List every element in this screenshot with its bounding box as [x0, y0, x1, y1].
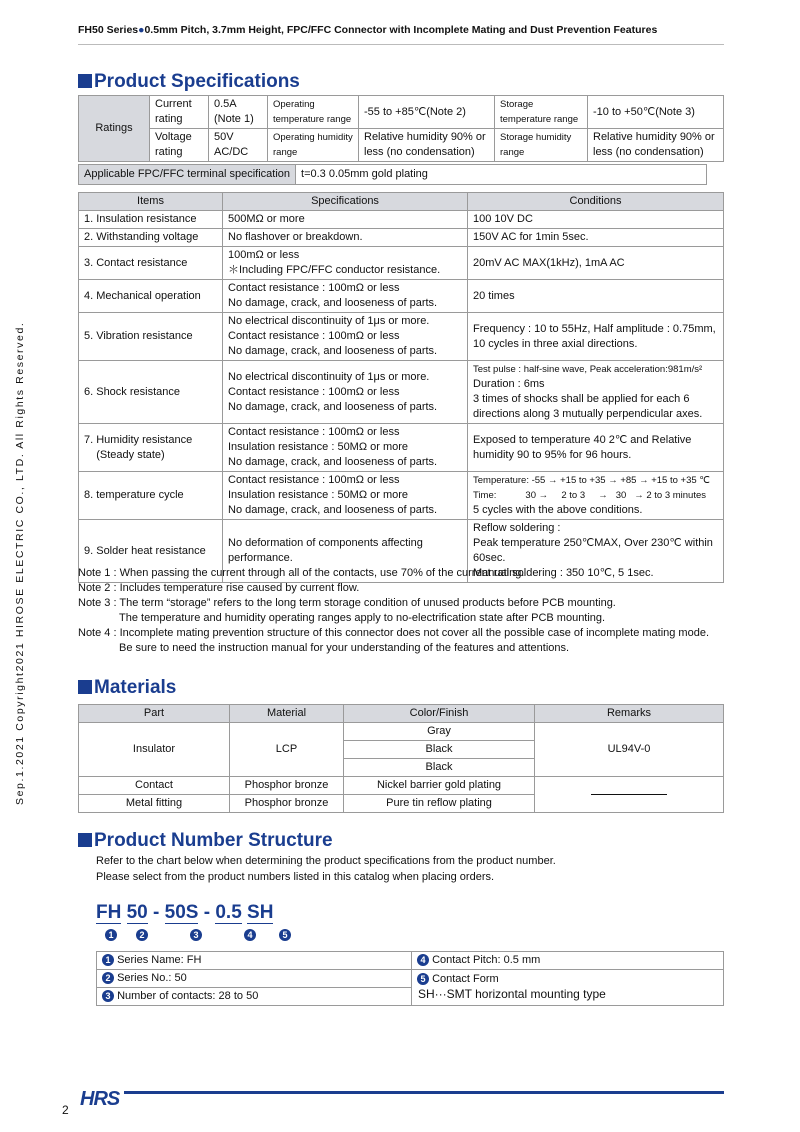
series-name: FH50 Series [78, 24, 139, 36]
number-5-icon: 5 [279, 929, 291, 941]
note-3-cont: The temperature and humidity operating ranges apply to no-electrification state after PCB mounting. [119, 612, 606, 624]
cell-line: No damage, crack, and looseness of parts. [228, 400, 438, 413]
cell-line: No damage, crack, and looseness of parts. [228, 297, 438, 309]
cell-line: No damage, crack, and looseness of parts. [228, 345, 438, 357]
pn-part-3: 50S [164, 902, 199, 923]
legend-4 [412, 952, 724, 970]
materials-table [78, 704, 724, 813]
legend-1-text: Series Name: FH [117, 954, 202, 966]
spec-condition [468, 280, 724, 313]
spec-row [79, 229, 724, 247]
current-label: Current rating [150, 96, 209, 129]
cell-line: 5 cycles with the above conditions. [473, 504, 643, 516]
cell-line: Peak temperature 250℃MAX, Over 230℃ within [473, 537, 713, 549]
pn-legend-table [96, 951, 724, 1006]
copyright-vertical: Sep.1.2021 Copyright2021 HIROSE ELECTRIC CO., LTD. All Rights Reserved. [14, 321, 26, 805]
section-title-specs [78, 71, 300, 93]
insulator-color: Gray [344, 723, 535, 741]
dash-line [591, 794, 667, 795]
contact-material: Phosphor bronze [230, 777, 344, 795]
cell-line: Duration : 6ms [473, 378, 545, 390]
spec-specification [223, 424, 468, 472]
insulator-part: Insulator [79, 723, 230, 777]
spec-specification [223, 472, 468, 520]
insulator-color: Black [344, 741, 535, 759]
applicable-label: Applicable FPC/FFC terminal specification [79, 165, 296, 185]
st-hum-label: Storage humidity range [495, 129, 588, 162]
cell-line: Test pulse : half-sine wave, Peak acceleration:981m/s² [473, 364, 703, 375]
section-title-pns [78, 830, 333, 852]
fitting-finish: Pure tin reflow plating [344, 795, 535, 813]
spec-row [79, 280, 724, 313]
voltage-label: Voltage rating [150, 129, 209, 162]
cell-line: 100mΩ or less [228, 249, 300, 261]
cell-line: directions along 3 mutually perpendicular axes. [473, 408, 703, 420]
cell-line: Frequency : 10 to 55Hz, Half amplitude : 0.75mm, [473, 322, 716, 335]
cell-line: 20mV AC MAX(1kHz), 1mA AC [473, 256, 625, 269]
materials-title-text: Materials [94, 677, 177, 698]
cell-line: 10 cycles in three axial directions. [473, 337, 638, 350]
contact-part: Contact [79, 777, 230, 795]
insulator-remarks: UL94V-0 [535, 723, 724, 777]
spec-item: 1. Insulation resistance [79, 211, 223, 229]
number-2-icon: 2 [136, 929, 148, 941]
op-hum-label: Operating humidity range [268, 129, 359, 162]
pn-sep: - [203, 902, 211, 923]
mat-col-remarks: Remarks [535, 705, 724, 723]
legend-2-text: Series No.: 50 [117, 972, 187, 984]
op-temp-label: Operating temperature range [268, 96, 359, 129]
bullet-icon: ● [138, 24, 145, 36]
spec-condition [468, 313, 724, 361]
cell-line: ＊Including FPC/FFC conductor resistance. [228, 264, 441, 276]
spec-specification [223, 313, 468, 361]
cell-line: No deformation of components affecting [228, 537, 423, 549]
note-1: Note 1 : When passing the current through all of the contacts, use 70% of the current rating. [78, 567, 525, 579]
spec-item: 2. Withstanding voltage [79, 229, 223, 247]
cell-line: Manual soldering : 350 10℃, 5 1sec. [473, 567, 654, 579]
voltage-value: 50V AC/DC [209, 129, 268, 162]
product-number [96, 902, 273, 924]
notes [78, 566, 709, 656]
ratings-table [78, 95, 724, 162]
cell-line: Contact resistance : 100mΩ or less [228, 426, 400, 438]
number-4-icon: 4 [417, 954, 429, 966]
insulator-material: LCP [230, 723, 344, 777]
remarks-dash [535, 777, 724, 813]
spec-specification [223, 361, 468, 424]
cell-line: 60sec. [473, 552, 506, 564]
current-value: 0.5A (Note 1) [209, 96, 268, 129]
square-bullet-icon [78, 680, 92, 694]
cell-line: Contact resistance : 100mΩ or less [228, 474, 400, 486]
cell-line: Reflow soldering : [473, 522, 561, 534]
pn-part-4: 0.5 [215, 902, 242, 923]
mat-col-color: Color/Finish [344, 705, 535, 723]
note-3: Note 3 : The term “storage” refers to the long term storage condition of unused products before PCB mounting. [78, 597, 616, 609]
square-bullet-icon [78, 74, 92, 88]
pn-part-2: 50 [126, 902, 148, 923]
cell-line: No damage, crack, and looseness of parts. [228, 456, 438, 468]
spec-row [79, 247, 724, 280]
spec-item: 5. Vibration resistance [79, 313, 223, 361]
pns-intro-line: Please select from the product numbers listed in this catalog when placing orders. [96, 871, 495, 883]
header-rule [78, 44, 724, 45]
legend-5 [412, 970, 724, 1006]
st-temp-value: -10 to +50℃(Note 3) [588, 96, 724, 129]
spec-item: 3. Contact resistance [79, 247, 223, 280]
spec-item: 6. Shock resistance [79, 361, 223, 424]
page-number: 2 [62, 1103, 69, 1117]
spec-condition [468, 247, 724, 280]
note-4-cont: Be sure to need the instruction manual for your understanding of the features and attentions. [119, 642, 570, 654]
fitting-part: Metal fitting [79, 795, 230, 813]
spec-condition [468, 424, 724, 472]
cell-line: No damage, crack, and looseness of parts. [228, 504, 438, 516]
pns-intro [96, 853, 556, 885]
spec-item: 4. Mechanical operation [79, 280, 223, 313]
legend-3-text: Number of contacts: 28 to 50 [117, 990, 259, 1002]
cell-line: Contact resistance : 100mΩ or less [228, 385, 400, 398]
cell-line: performance. [228, 552, 293, 564]
col-specifications: Specifications [223, 193, 468, 211]
insulator-color: Black [344, 759, 535, 777]
cell-line: Insulation resistance : 50MΩ or more [228, 441, 409, 453]
col-items: Items [79, 193, 223, 211]
spec-specification [223, 247, 468, 280]
mat-col-material: Material [230, 705, 344, 723]
header-title: 0.5mm Pitch, 3.7mm Height, FPC/FFC Connector with Incomplete Mating and Dust Prevention Features [144, 24, 658, 36]
spec-row [79, 313, 724, 361]
legend-5-text: Contact Form [432, 973, 499, 985]
cell-line: No flashover or breakdown. [228, 231, 363, 243]
legend-4-text: Contact Pitch: 0.5 mm [432, 954, 541, 966]
col-conditions: Conditions [468, 193, 724, 211]
square-bullet-icon [78, 833, 92, 847]
footer-rule [124, 1091, 724, 1094]
pn-part-5: SH [247, 902, 274, 923]
spec-specification [223, 229, 468, 247]
legend-3 [97, 988, 412, 1006]
pns-intro-line: Refer to the chart below when determining the product specifications from the product number. [96, 855, 556, 867]
legend-5-detail: SH···SMT horizontal mounting type [418, 987, 606, 1001]
cell-line: Contact resistance : 100mΩ or less [228, 330, 400, 342]
cell-line: 100 10V DC [473, 213, 533, 225]
pn-part-1: FH [96, 902, 122, 923]
op-hum-value: Relative humidity 90% or less (no condensation) [359, 129, 495, 162]
spec-title-text: Product Specifications [94, 71, 300, 92]
legend-1 [97, 952, 412, 970]
st-hum-value: Relative humidity 90% or less (no condensation) [588, 129, 724, 162]
spec-row [79, 424, 724, 472]
spec-row [79, 361, 724, 424]
spec-condition [468, 211, 724, 229]
cell-line: Insulation resistance : 50MΩ or more [228, 489, 409, 501]
spec-condition [468, 361, 724, 424]
st-temp-label: Storage temperature range [495, 96, 588, 129]
number-2-icon: 2 [102, 972, 114, 984]
cell-line: Temperature: -55 → +15 to +35 → +85 → +15 to +35 ℃ [473, 475, 710, 486]
spec-specification [223, 280, 468, 313]
pns-title-text: Product Number Structure [94, 830, 333, 851]
cell-line: 20 times [473, 289, 515, 302]
spec-item: 9. Solder heat resistance [79, 520, 223, 583]
cell-line: 500MΩ or more [228, 213, 305, 225]
op-temp-value: -55 to +85℃(Note 2) [359, 96, 495, 129]
section-title-materials [78, 677, 176, 699]
spec-row [79, 472, 724, 520]
spec-table [78, 192, 724, 583]
pn-sep: - [153, 902, 160, 923]
applicable-table [78, 164, 707, 185]
number-3-icon: 3 [190, 929, 202, 941]
spec-condition [468, 472, 724, 520]
cell-line: 3 times of shocks shall be applied for each 6 [473, 393, 690, 405]
mat-col-part: Part [79, 705, 230, 723]
number-1-icon: 1 [102, 954, 114, 966]
number-3-icon: 3 [102, 990, 114, 1002]
spec-specification [223, 211, 468, 229]
cell-line: humidity 90 to 95% for 96 hours. [473, 448, 632, 461]
fitting-material: Phosphor bronze [230, 795, 344, 813]
number-1-icon: 1 [105, 929, 117, 941]
cell-line: 150V AC for 1min 5sec. [473, 231, 589, 243]
applicable-value: t=0.3 0.05mm gold plating [296, 165, 707, 185]
spec-item: 8. temperature cycle [79, 472, 223, 520]
cell-line: No electrical discontinuity of 1μs or more. [228, 370, 430, 383]
note-4: Note 4 : Incomplete mating prevention structure of this connector does not cover all the possible case of incomplete mating mode. [78, 627, 710, 639]
number-5-icon: 5 [417, 973, 429, 985]
number-4-icon: 4 [244, 929, 256, 941]
contact-finish: Nickel barrier gold plating [344, 777, 535, 795]
spec-item: 7. Humidity resistance (Steady state) [79, 424, 223, 472]
legend-2 [97, 970, 412, 988]
spec-condition [468, 229, 724, 247]
page-header [78, 24, 657, 36]
ratings-label: Ratings [79, 96, 150, 162]
cell-line: Exposed to temperature 40 2℃ and Relative [473, 433, 692, 446]
spec-row [79, 211, 724, 229]
cell-line: Time: 30 → 2 to 3 → 30 → 2 to 3 minutes [473, 490, 707, 501]
note-2: Note 2 : Includes temperature rise caused by current flow. [78, 582, 360, 594]
cell-line: Contact resistance : 100mΩ or less [228, 282, 400, 294]
hrs-logo: HRS [80, 1088, 120, 1110]
cell-line: No electrical discontinuity of 1μs or more. [228, 315, 430, 327]
